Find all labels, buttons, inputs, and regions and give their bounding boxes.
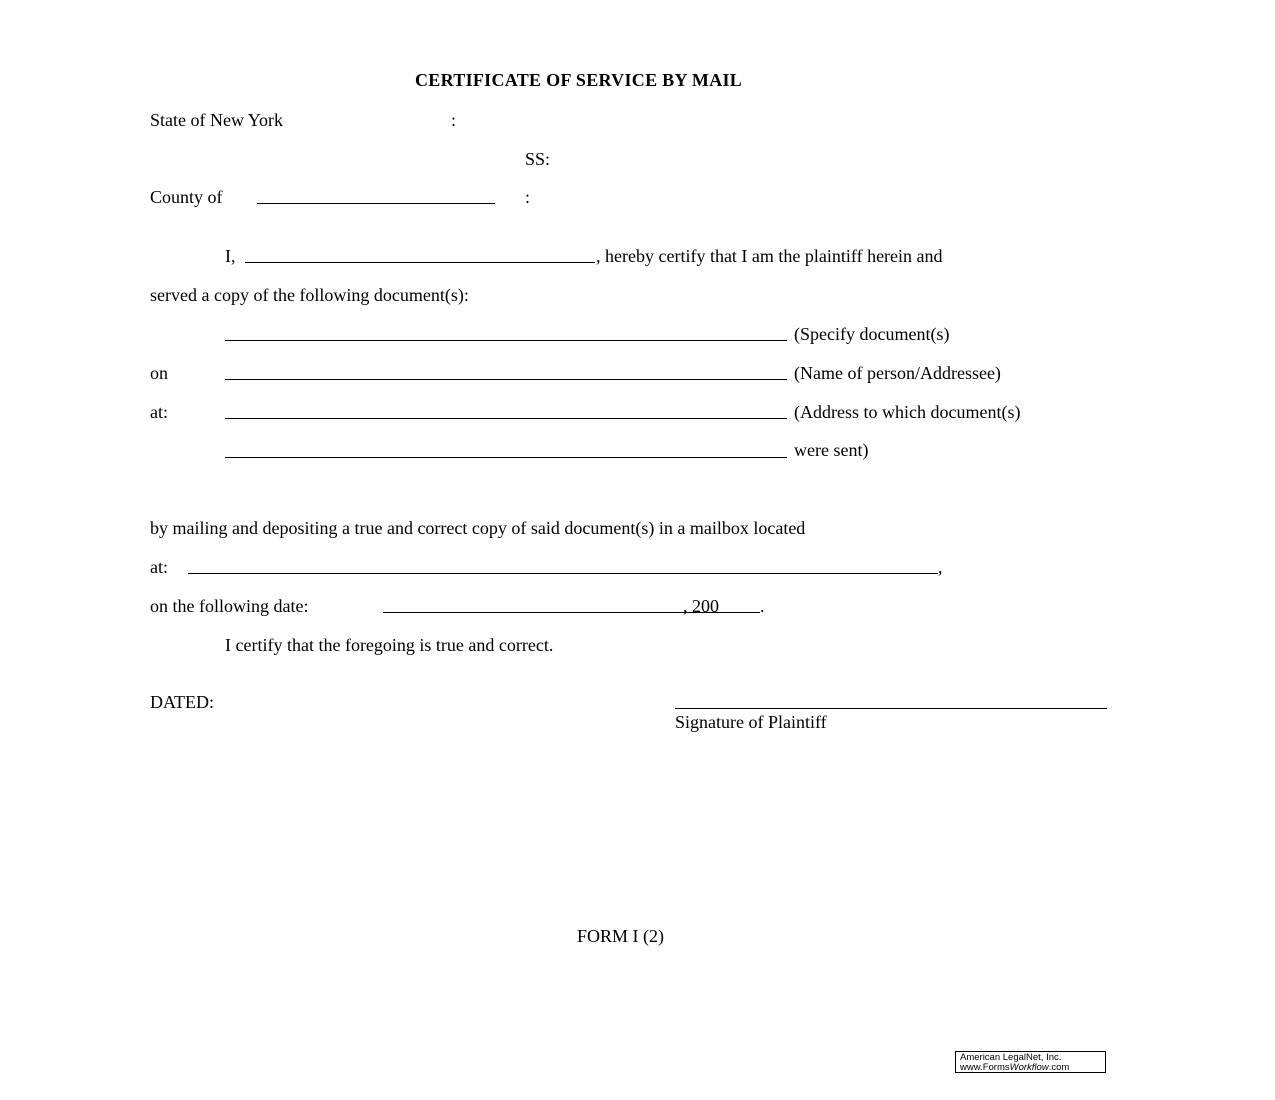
mailing-text: by mailing and depositing a true and correct copy of said document(s) in a mailbox located — [150, 518, 806, 538]
state-colon: : — [451, 110, 457, 130]
date-year: , 200 — [683, 596, 719, 616]
credit-url-italic: Workflow — [1009, 1062, 1049, 1073]
address-hint-2: were sent) — [794, 440, 869, 460]
address-hint: (Address to which document(s) — [794, 402, 1021, 422]
dated-label: DATED: — [150, 692, 214, 712]
date-period: . — [760, 596, 765, 616]
certify-text: , hereby certify that I am the plaintiff herein and — [596, 246, 943, 266]
form-id: FORM I (2) — [577, 926, 665, 946]
signature-label: Signature of Plaintiff — [675, 712, 827, 732]
closing-statement: I certify that the foregoing is true and correct. — [225, 635, 554, 655]
plaintiff-name-field[interactable] — [245, 262, 595, 263]
credit-line-2 — [960, 1063, 1105, 1073]
document-field[interactable] — [225, 340, 787, 341]
addressee-field[interactable] — [225, 379, 787, 380]
mailbox-location-field[interactable] — [188, 573, 938, 574]
credit-line-1: American LegalNet, Inc. — [960, 1052, 1062, 1063]
mailbox-at-label: at: — [150, 557, 168, 577]
on-label: on — [150, 363, 168, 383]
ss-label: SS: — [525, 149, 551, 169]
address-field-1[interactable] — [225, 418, 787, 419]
certify-intro: I, — [225, 246, 236, 266]
credit-url-prefix: www.Forms — [960, 1062, 1010, 1073]
date-label: on the following date: — [150, 596, 309, 616]
state-label: State of New York — [150, 110, 283, 130]
county-field[interactable] — [257, 203, 495, 204]
at-label: at: — [150, 402, 168, 422]
signature-field[interactable] — [675, 708, 1107, 709]
certify-continuation: served a copy of the following document(s): — [150, 285, 469, 305]
mailbox-comma: , — [938, 557, 943, 577]
addressee-hint: (Name of person/Addressee) — [794, 363, 1001, 383]
address-field-2[interactable] — [225, 457, 787, 458]
document-title: CERTIFICATE OF SERVICE BY MAIL — [415, 70, 743, 90]
credit-url-suffix: .com — [1048, 1062, 1070, 1073]
document-hint: (Specify document(s) — [794, 324, 950, 344]
county-label: County of — [150, 187, 223, 207]
county-colon: : — [525, 187, 531, 207]
publisher-credit — [955, 1051, 1106, 1073]
